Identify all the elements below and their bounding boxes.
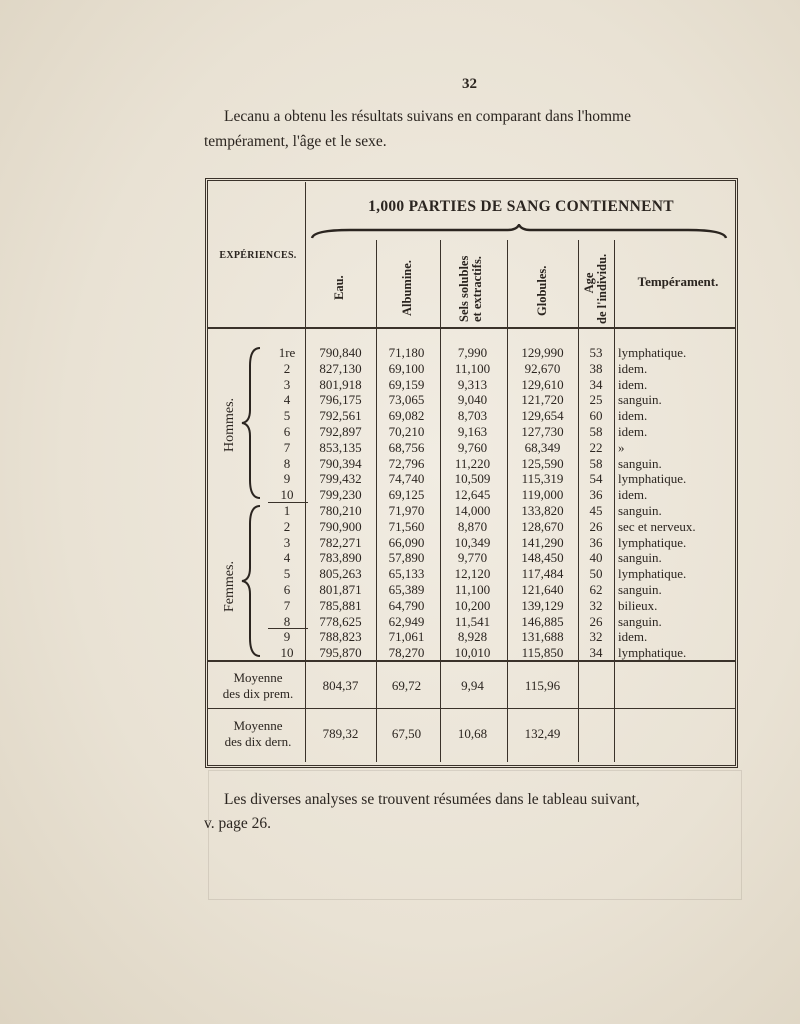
- cell-age: 58: [589, 455, 603, 471]
- cell-age: 34: [589, 645, 603, 661]
- header-bottom-rule: [208, 327, 735, 329]
- cell-eau: 799,230: [319, 487, 362, 503]
- cell-n: 7: [283, 597, 291, 613]
- cell-sels: 8,703: [457, 408, 488, 424]
- cell-sels: 14,000: [454, 503, 491, 518]
- cell-temp: idem.: [618, 376, 648, 392]
- table-title: 1,000 PARTIES DE SANG CONTIENNENT: [368, 198, 674, 215]
- divider-age: [614, 240, 615, 762]
- cell-alb: 66,090: [388, 534, 425, 550]
- cell-eau: 778,625: [319, 613, 362, 629]
- cell-age: 34: [589, 376, 603, 392]
- cell-glob: 128,670: [521, 518, 564, 534]
- col-header-sels-line1: Sels solubles: [457, 255, 471, 322]
- cell-eau: 801,918: [319, 376, 362, 392]
- cell-sels: 12,645: [454, 487, 491, 503]
- hommes-brace: [240, 346, 264, 500]
- cell-age: 26: [589, 518, 603, 534]
- col-header-sels-line2: et extractifs.: [470, 256, 484, 322]
- cell-sels: 11,541: [454, 613, 491, 629]
- cell-age: 62: [589, 582, 603, 597]
- cell-temp: lymphatique.: [618, 534, 687, 550]
- cell-alb: 69,100: [388, 360, 425, 376]
- summary-label-line2: des dix dern.: [224, 734, 292, 749]
- cell-alb: 57,890: [388, 550, 425, 566]
- col-header-age-line1: Age: [582, 272, 596, 294]
- intro-paragraph: [204, 104, 744, 154]
- cell-eau: 792,561: [319, 408, 362, 424]
- cell-temp: lymphatique.: [618, 645, 687, 661]
- cell-glob: 141,290: [521, 534, 564, 550]
- cell-sels: 12,120: [454, 566, 491, 582]
- cell-temp: idem.: [618, 487, 648, 503]
- col-header-age-line2: de l'individu.: [595, 253, 609, 324]
- cell-n: 1: [283, 503, 291, 518]
- cell-n: 6: [283, 582, 291, 597]
- cell-glob: 129,990: [521, 345, 564, 360]
- cell-sels: 11,100: [454, 360, 491, 376]
- cell-sels: 11,220: [454, 455, 491, 471]
- cell-sels: 10,010: [454, 645, 491, 661]
- cell-sels: 10,509: [454, 471, 491, 487]
- cell-age: 25: [589, 392, 603, 408]
- summary-sels: 10,68: [457, 726, 488, 741]
- cell-eau: 853,135: [319, 439, 362, 455]
- cell-glob: 115,319: [521, 471, 564, 487]
- summary-alb: 69,72: [391, 678, 422, 693]
- cell-n: 1re: [278, 345, 296, 360]
- cell-sels: 9,770: [457, 550, 488, 566]
- summary-label: [212, 718, 304, 750]
- cell-temp: sanguin.: [618, 613, 662, 629]
- header-brace: [310, 224, 728, 240]
- intro-line-1: Lecanu a obtenu les résultats suivans en comparant dans l'homme: [224, 108, 631, 125]
- cell-n: 4: [283, 392, 291, 408]
- cell-eau: 827,130: [319, 360, 362, 376]
- cell-age: 36: [589, 534, 603, 550]
- cell-glob: 131,688: [521, 629, 564, 645]
- cell-n: 5: [283, 566, 291, 582]
- cell-temp: sanguin.: [618, 503, 662, 518]
- cell-sels: 7,990: [457, 345, 488, 360]
- cell-temp: sanguin.: [618, 550, 662, 566]
- cell-age: 60: [589, 408, 603, 424]
- cell-n: 2: [283, 518, 291, 534]
- cell-age: 40: [589, 550, 603, 566]
- summary-eau: 804,37: [322, 678, 359, 693]
- cell-eau: 790,394: [319, 455, 362, 471]
- cell-sels: 9,163: [457, 424, 488, 439]
- cell-temp: idem.: [618, 424, 648, 439]
- cell-alb: 78,270: [388, 645, 425, 661]
- cell-temp: idem.: [618, 629, 648, 645]
- cell-n: 10: [280, 645, 294, 661]
- cell-alb: 74,740: [388, 471, 425, 487]
- cell-eau: 782,271: [319, 534, 362, 550]
- cell-sels: 9,040: [457, 392, 488, 408]
- cell-sels: 8,870: [457, 518, 488, 534]
- cell-n: 4: [283, 550, 291, 566]
- cell-age: 22: [589, 439, 603, 455]
- col-header-globules: Globules.: [535, 265, 549, 316]
- cell-temp: lymphatique.: [618, 566, 687, 582]
- col-header-sels: [458, 256, 484, 322]
- cell-alb: 64,790: [388, 597, 425, 613]
- cell-alb: 71,560: [388, 518, 425, 534]
- cell-n: 6: [283, 424, 291, 439]
- cell-age: 45: [589, 503, 603, 518]
- cell-eau: 790,840: [319, 345, 362, 360]
- col-header-temperament: Tempérament.: [637, 274, 719, 289]
- cell-glob: 129,654: [521, 408, 564, 424]
- experiences-header: EXPÉRIENCES.: [219, 250, 297, 261]
- cell-n: 5: [283, 408, 291, 424]
- cell-eau: 796,175: [319, 392, 362, 408]
- cell-glob: 115,850: [521, 645, 564, 661]
- cell-n: 10: [280, 487, 294, 503]
- cell-age: 53: [589, 345, 603, 360]
- cell-alb: 71,180: [388, 345, 425, 360]
- summary-label-line2: des dix prem.: [222, 686, 294, 701]
- cell-age: 32: [589, 597, 603, 613]
- cell-glob: 127,730: [521, 424, 564, 439]
- cell-age: 54: [589, 471, 603, 487]
- cell-age: 26: [589, 613, 603, 629]
- cell-alb: 68,756: [388, 439, 425, 455]
- cell-n: 3: [283, 376, 291, 392]
- cell-temp: »: [618, 439, 625, 455]
- cell-temp: idem.: [618, 408, 648, 424]
- footer-line-1: Les diverses analyses se trouvent résumées dans le tableau suivant,: [224, 791, 640, 808]
- cell-glob: 117,484: [521, 566, 564, 582]
- cell-age: 32: [589, 629, 603, 645]
- cell-age: 36: [589, 487, 603, 503]
- cell-glob: 146,885: [521, 613, 564, 629]
- cell-eau: 783,890: [319, 550, 362, 566]
- cell-glob: 92,670: [524, 360, 561, 376]
- cell-sels: 10,349: [454, 534, 491, 550]
- cell-eau: 805,263: [319, 566, 362, 582]
- cell-temp: sec et nerveux.: [618, 518, 696, 534]
- cell-eau: 788,823: [319, 629, 362, 645]
- femmes-brace: [240, 504, 264, 658]
- cell-glob: 119,000: [521, 487, 564, 503]
- summary-label-line1: Moyenne: [233, 718, 283, 733]
- cell-alb: 72,796: [388, 455, 425, 471]
- cell-glob: 129,610: [521, 376, 564, 392]
- cell-glob: 68,349: [524, 439, 561, 455]
- summary-glob: 132,49: [524, 726, 561, 741]
- cell-alb: 71,061: [388, 629, 425, 645]
- cell-eau: 785,881: [319, 597, 362, 613]
- footer-paragraph: [204, 788, 749, 836]
- col-header-eau: Eau.: [332, 275, 346, 300]
- cell-sels: 10,200: [454, 597, 491, 613]
- cell-n: 9: [283, 629, 291, 645]
- group-label-femmes: Femmes.: [222, 561, 237, 612]
- cell-eau: 795,870: [319, 645, 362, 661]
- cell-eau: 790,900: [319, 518, 362, 534]
- cell-alb: 69,125: [388, 487, 425, 503]
- cell-alb: 65,133: [388, 566, 425, 582]
- cell-alb: 69,082: [388, 408, 425, 424]
- cell-n: 7: [283, 439, 291, 455]
- col-header-age: [583, 242, 609, 324]
- cell-sels: 9,760: [457, 439, 488, 455]
- cell-glob: 139,129: [521, 597, 564, 613]
- cell-glob: 121,720: [521, 392, 564, 408]
- page-number: 32: [462, 76, 477, 92]
- footer-line-2: v. page 26.: [204, 815, 272, 832]
- cell-glob: 133,820: [521, 503, 564, 518]
- cell-n: 2: [283, 360, 291, 376]
- cell-n: 8: [283, 613, 291, 629]
- group-label-hommes: Hommes.: [222, 397, 237, 452]
- cell-alb: 65,389: [388, 582, 425, 597]
- cell-n: 3: [283, 534, 291, 550]
- cell-glob: 121,640: [521, 582, 564, 597]
- cell-alb: 73,065: [388, 392, 425, 408]
- cell-alb: 69,159: [388, 376, 425, 392]
- summary-sels: 9,94: [461, 678, 484, 693]
- cell-eau: 780,210: [319, 503, 362, 518]
- cell-sels: 11,100: [454, 582, 491, 597]
- data-bottom-rule: [208, 660, 735, 662]
- summary-label: [212, 670, 304, 702]
- cell-temp: sanguin.: [618, 455, 662, 471]
- cell-temp: bilieux.: [618, 597, 658, 613]
- cell-alb: 71,970: [388, 503, 425, 518]
- intro-line-2: tempérament, l'âge et le sexe.: [204, 133, 387, 150]
- cell-eau: 792,897: [319, 424, 362, 439]
- cell-eau: 799,432: [319, 471, 362, 487]
- cell-temp: lymphatique.: [618, 345, 687, 360]
- cell-n: 9: [283, 471, 291, 487]
- cell-temp: lymphatique.: [618, 471, 687, 487]
- summary-label-line1: Moyenne: [233, 670, 283, 685]
- cell-eau: 801,871: [319, 582, 362, 597]
- cell-age: 50: [589, 566, 603, 582]
- cell-age: 38: [589, 360, 603, 376]
- summary-divider: [208, 708, 735, 709]
- cell-sels: 9,313: [457, 376, 488, 392]
- summary-alb: 67,50: [391, 726, 422, 741]
- cell-sels: 8,928: [457, 629, 488, 645]
- cell-alb: 70,210: [388, 424, 425, 439]
- cell-temp: idem.: [618, 360, 648, 376]
- cell-temp: sanguin.: [618, 582, 662, 597]
- cell-alb: 62,949: [388, 613, 425, 629]
- cell-temp: sanguin.: [618, 392, 662, 408]
- cell-glob: 148,450: [521, 550, 564, 566]
- summary-glob: 115,96: [524, 678, 561, 693]
- cell-age: 58: [589, 424, 603, 439]
- cell-glob: 125,590: [521, 455, 564, 471]
- cell-n: 8: [283, 455, 291, 471]
- col-header-albumine: Albumine.: [400, 260, 414, 316]
- summary-eau: 789,32: [322, 726, 359, 741]
